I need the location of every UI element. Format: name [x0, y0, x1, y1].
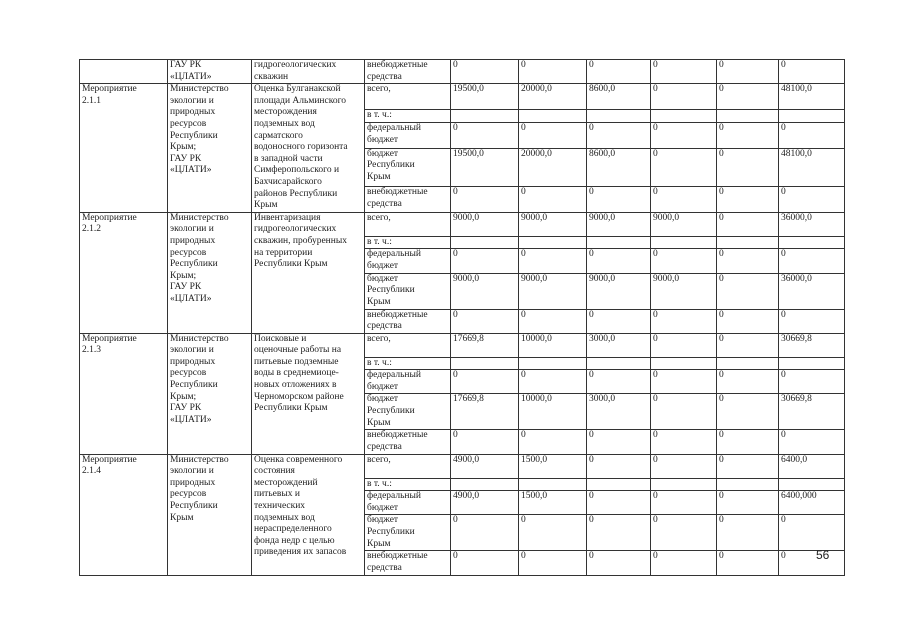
value-cell: 30669,8 [779, 333, 845, 357]
value-cell: 30669,8 [779, 394, 845, 430]
table-row [80, 212, 845, 236]
value-cell: 0 [519, 551, 587, 575]
funding-source-cell: бюджет Республики Крым [365, 273, 451, 309]
value-cell [519, 236, 587, 249]
value-cell [717, 109, 779, 122]
value-cell: 0 [451, 430, 519, 454]
value-cell: 9000,0 [651, 273, 717, 309]
value-cell: 17669,8 [451, 394, 519, 430]
value-cell [779, 357, 845, 370]
value-cell: 36000,0 [779, 273, 845, 309]
value-cell: 0 [717, 394, 779, 430]
value-cell: 0 [717, 123, 779, 149]
value-cell [779, 109, 845, 122]
value-cell: 20000,0 [519, 84, 587, 110]
funding-source-cell: федеральный бюджет [365, 491, 451, 515]
value-cell: 0 [451, 187, 519, 213]
table-row [80, 454, 845, 478]
value-cell: 0 [451, 123, 519, 149]
value-cell [587, 109, 651, 122]
value-cell: 48100,0 [779, 84, 845, 110]
value-cell: 0 [587, 60, 651, 84]
value-cell: 6400,0 [779, 454, 845, 478]
value-cell: 0 [717, 187, 779, 213]
value-cell: 0 [717, 430, 779, 454]
value-cell: 0 [717, 370, 779, 394]
value-cell: 4900,0 [451, 491, 519, 515]
value-cell [451, 236, 519, 249]
value-cell: 0 [587, 515, 651, 551]
value-cell: 0 [651, 60, 717, 84]
value-cell: 0 [451, 309, 519, 333]
funding-source-cell: в т. ч.: [365, 236, 451, 249]
funding-source-cell: внебюджетные средства [365, 60, 451, 84]
value-cell: 0 [651, 309, 717, 333]
funding-source-cell: внебюджетные средства [365, 309, 451, 333]
value-cell: 0 [651, 84, 717, 110]
value-cell: 20000,0 [519, 148, 587, 186]
funding-source-cell: федеральный бюджет [365, 249, 451, 273]
value-cell: 1500,0 [519, 491, 587, 515]
value-cell: 0 [587, 123, 651, 149]
value-cell: 0 [519, 60, 587, 84]
event-cell: Мероприятие 2.1.2 [80, 212, 168, 333]
value-cell: 0 [651, 430, 717, 454]
value-cell: 0 [717, 551, 779, 575]
organization-cell: Министерство экологии и природных ресурсов Республики Крым [168, 454, 252, 575]
value-cell: 8600,0 [587, 148, 651, 186]
value-cell [779, 478, 845, 491]
value-cell: 0 [779, 551, 845, 575]
value-cell: 0 [717, 60, 779, 84]
value-cell [651, 478, 717, 491]
value-cell: 0 [651, 394, 717, 430]
event-cell [80, 60, 168, 84]
value-cell: 0 [651, 148, 717, 186]
value-cell: 0 [717, 212, 779, 236]
value-cell: 0 [717, 273, 779, 309]
value-cell: 9000,0 [519, 212, 587, 236]
value-cell: 9000,0 [587, 212, 651, 236]
value-cell: 0 [651, 249, 717, 273]
value-cell: 3000,0 [587, 333, 651, 357]
value-cell [519, 109, 587, 122]
table-row [80, 60, 845, 84]
value-cell: 9000,0 [651, 212, 717, 236]
description-cell: Инвентаризация гидрогеологических скважин, пробуренных на территории Республики Крым [252, 212, 365, 333]
description-cell: гидрогеологических скважин [252, 60, 365, 84]
value-cell: 17669,8 [451, 333, 519, 357]
value-cell: 0 [717, 515, 779, 551]
value-cell: 0 [451, 515, 519, 551]
table-body [80, 60, 845, 576]
funding-source-cell: внебюджетные средства [365, 430, 451, 454]
value-cell: 0 [717, 84, 779, 110]
organization-cell: Министерство экологии и природных ресурсов Республики Крым; ГАУ РК «ЦЛАТИ» [168, 84, 252, 213]
value-cell [451, 357, 519, 370]
value-cell: 4900,0 [451, 454, 519, 478]
value-cell: 10000,0 [519, 394, 587, 430]
value-cell [587, 357, 651, 370]
value-cell [779, 236, 845, 249]
funding-source-cell: внебюджетные средства [365, 551, 451, 575]
value-cell: 0 [519, 249, 587, 273]
value-cell: 0 [587, 491, 651, 515]
value-cell: 0 [651, 333, 717, 357]
funding-source-cell: бюджет Республики Крым [365, 394, 451, 430]
value-cell: 0 [587, 187, 651, 213]
funding-source-cell: всего, [365, 454, 451, 478]
table-row [80, 84, 845, 110]
value-cell: 0 [519, 430, 587, 454]
value-cell: 0 [717, 454, 779, 478]
value-cell [717, 236, 779, 249]
value-cell: 3000,0 [587, 394, 651, 430]
value-cell: 0 [587, 309, 651, 333]
value-cell [519, 357, 587, 370]
funding-source-cell: внебюджетные средства [365, 187, 451, 213]
value-cell: 0 [651, 123, 717, 149]
value-cell: 19500,0 [451, 84, 519, 110]
value-cell: 0 [779, 370, 845, 394]
value-cell: 0 [717, 309, 779, 333]
value-cell [451, 478, 519, 491]
funding-source-cell: бюджет Республики Крым [365, 148, 451, 186]
value-cell [717, 478, 779, 491]
value-cell [519, 478, 587, 491]
value-cell: 0 [519, 309, 587, 333]
value-cell [717, 357, 779, 370]
description-cell: Оценка Булганакской площади Альминского месторождения подземных вод сарматского водоносного горизонта в западной части Симферопольского и Бахчисарайского районов Республики Крым [252, 84, 365, 213]
value-cell [451, 109, 519, 122]
value-cell: 0 [519, 515, 587, 551]
value-cell: 0 [779, 123, 845, 149]
value-cell: 0 [587, 370, 651, 394]
value-cell: 0 [651, 515, 717, 551]
event-cell: Мероприятие 2.1.3 [80, 333, 168, 454]
value-cell: 0 [717, 491, 779, 515]
value-cell: 0 [651, 370, 717, 394]
value-cell: 9000,0 [587, 273, 651, 309]
organization-cell: Министерство экологии и природных ресурсов Республики Крым; ГАУ РК «ЦЛАТИ» [168, 333, 252, 454]
description-cell: Оценка современного состояния месторождений питьевых и технических подземных вод нераспределенного фонда недр с целью приведения их запасов [252, 454, 365, 575]
value-cell: 9000,0 [519, 273, 587, 309]
funding-source-cell: федеральный бюджет [365, 123, 451, 149]
value-cell: 0 [651, 454, 717, 478]
event-cell: Мероприятие 2.1.1 [80, 84, 168, 213]
value-cell: 8600,0 [587, 84, 651, 110]
funding-source-cell: бюджет Республики Крым [365, 515, 451, 551]
value-cell [651, 109, 717, 122]
funding-source-cell: всего, [365, 333, 451, 357]
funding-source-cell: в т. ч.: [365, 357, 451, 370]
value-cell: 0 [451, 370, 519, 394]
value-cell: 1500,0 [519, 454, 587, 478]
value-cell: 0 [779, 187, 845, 213]
value-cell: 6400,000 [779, 491, 845, 515]
funding-source-cell: федеральный бюджет [365, 370, 451, 394]
value-cell: 10000,0 [519, 333, 587, 357]
value-cell: 0 [651, 187, 717, 213]
value-cell: 0 [451, 60, 519, 84]
value-cell: 0 [779, 430, 845, 454]
value-cell [651, 236, 717, 249]
funding-source-cell: в т. ч.: [365, 478, 451, 491]
value-cell: 0 [717, 148, 779, 186]
value-cell: 36000,0 [779, 212, 845, 236]
value-cell: 0 [779, 515, 845, 551]
value-cell: 0 [717, 333, 779, 357]
value-cell: 0 [451, 551, 519, 575]
value-cell: 0 [587, 454, 651, 478]
value-cell [651, 357, 717, 370]
funding-table [79, 59, 845, 576]
value-cell: 9000,0 [451, 212, 519, 236]
value-cell: 0 [779, 309, 845, 333]
value-cell: 48100,0 [779, 148, 845, 186]
organization-cell: ГАУ РК «ЦЛАТИ» [168, 60, 252, 84]
value-cell [587, 478, 651, 491]
value-cell: 0 [451, 249, 519, 273]
value-cell: 0 [717, 249, 779, 273]
value-cell: 0 [779, 60, 845, 84]
organization-cell: Министерство экологии и природных ресурсов Республики Крым; ГАУ РК «ЦЛАТИ» [168, 212, 252, 333]
value-cell [587, 236, 651, 249]
value-cell: 19500,0 [451, 148, 519, 186]
value-cell: 0 [779, 249, 845, 273]
value-cell: 0 [587, 551, 651, 575]
value-cell: 9000,0 [451, 273, 519, 309]
description-cell: Поисковые и оценочные работы на питьевые подземные воды в среднемиоце- новых отложениях в Черноморском районе Республики Крым [252, 333, 365, 454]
value-cell: 0 [587, 249, 651, 273]
page-number: 56 [816, 548, 830, 562]
funding-source-cell: в т. ч.: [365, 109, 451, 122]
value-cell: 0 [519, 123, 587, 149]
event-cell: Мероприятие 2.1.4 [80, 454, 168, 575]
funding-source-cell: всего, [365, 84, 451, 110]
funding-source-cell: всего, [365, 212, 451, 236]
value-cell: 0 [651, 491, 717, 515]
table-row [80, 333, 845, 357]
value-cell: 0 [651, 551, 717, 575]
value-cell: 0 [519, 187, 587, 213]
value-cell: 0 [587, 430, 651, 454]
value-cell: 0 [519, 370, 587, 394]
